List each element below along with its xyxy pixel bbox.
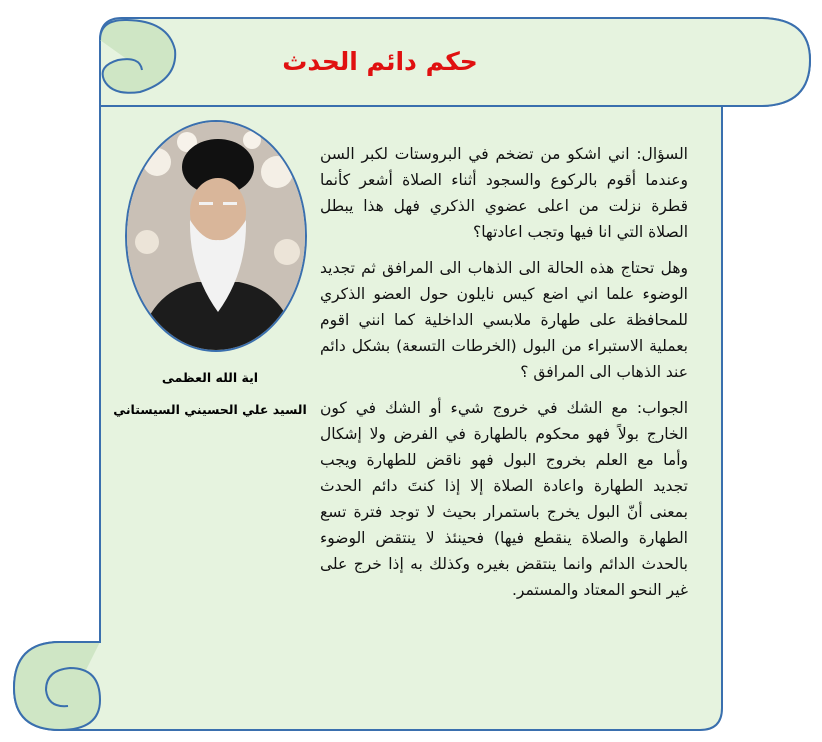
bottom-left-curl bbox=[14, 642, 100, 730]
top-right-roll bbox=[760, 18, 810, 106]
portrait-image bbox=[125, 120, 307, 352]
portrait-caption-title: اية الله العظمى bbox=[161, 370, 259, 385]
portrait-caption-name: السيد علي الحسيني السيستاني bbox=[113, 402, 307, 417]
page-title: حكم دائم الحدث bbox=[282, 47, 478, 76]
question-paragraph-1: السؤال: اني اشكو من تضخم في البروستات لكبر السن وعندما أقوم بالركوع والسجود أثناء الصلاة أشعر كأنما قطرة نزلت من اعلى عضوي الذكري فهل هذا يبطل الصلاة التي انا فيها وتجب اعادتها؟ bbox=[320, 145, 688, 241]
answer-paragraph: الجواب: مع الشك في خروج شيء أو الشك في كون الخارج بولاً فهو محكوم بالطهارة في الفرض ولا إشكال وأما مع العلم بخروج البول فهو ناقض للطهارة ويجب تجديد الطهارة واعادة الصلاة إلا إذا كنتَ دائم الحدث بمعنى أنّ البول يخرج باستمرار بحيث لا توجد فترة تسع الطهارة والصلاة ينقطع فيها) فحينئذ لا ينتقض الوضوء بالحدث الدائم وانما ينتقض بغيره وكذلك به إذا خرج على غير النحو المعتاد والمستمر. bbox=[320, 399, 688, 599]
question-paragraph-2: وهل تحتاج هذه الحالة الى الذهاب الى المرافق ثم تجديد الوضوء علما اني اضع كيس نايلون حول العضو الذكري للمحافظة على طهارة ملابسي الداخلية كما انني اقوم بعملية الاستبراء من البول (الخرطات التسعة) بشكل دائم عند الذهاب الى المرافق ؟ bbox=[320, 259, 688, 381]
article-body bbox=[320, 141, 688, 613]
